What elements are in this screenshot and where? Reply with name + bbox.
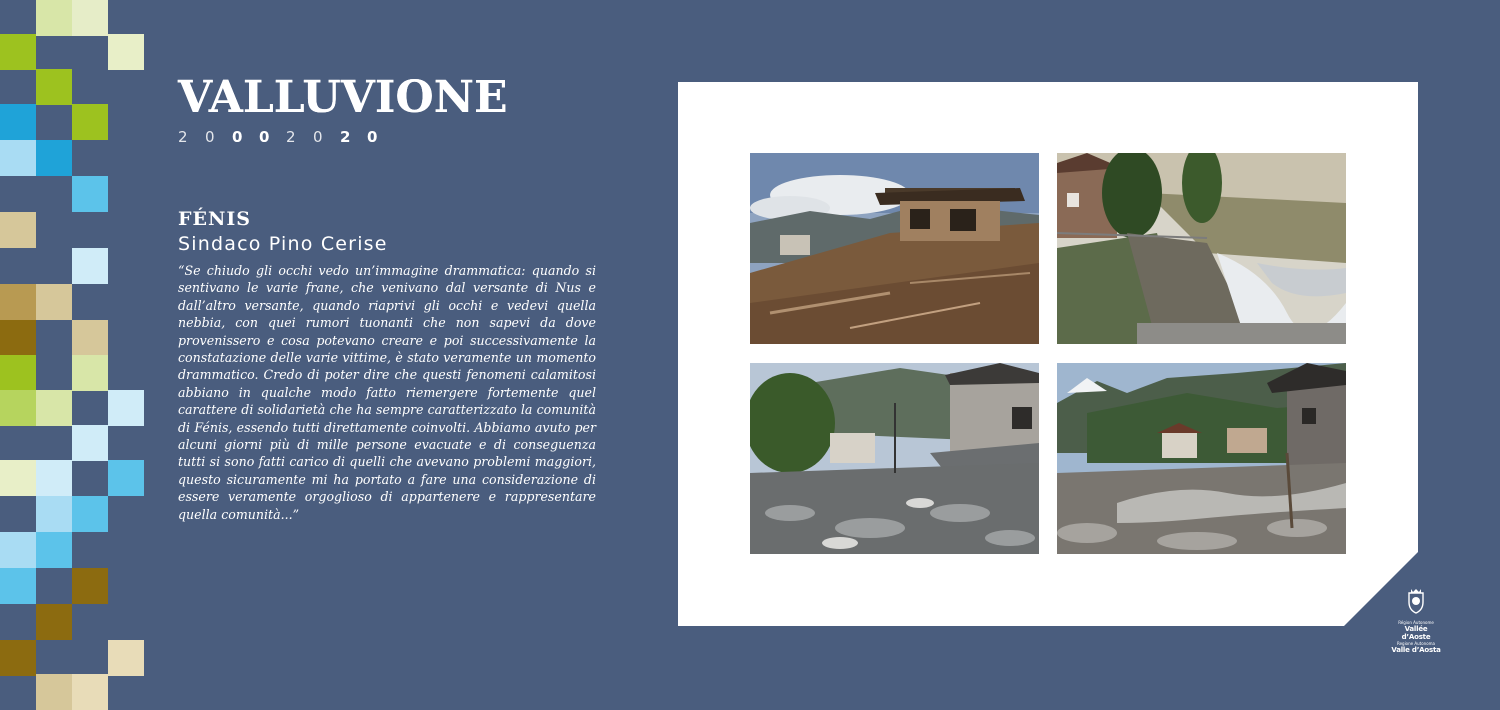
brand-title: VALLUVIONE (178, 72, 508, 123)
photo-panel (678, 82, 1418, 626)
year-digit: 2 (340, 128, 351, 146)
place-name: FÉNIS (178, 208, 251, 230)
logo-line-2: Vallée d’Aoste (1401, 625, 1431, 641)
mayor-name: Sindaco Pino Cerise (178, 233, 388, 255)
year-digit: 2 (286, 128, 296, 146)
brand-years (178, 128, 508, 146)
year-digit: 2 (178, 128, 188, 146)
region-logo (1390, 588, 1442, 654)
photo-river-road (1057, 153, 1346, 344)
year-digit: 0 (205, 128, 215, 146)
year-digit: 0 (313, 128, 323, 146)
logo-line-4: Valle d’Aosta (1391, 646, 1441, 654)
testimony-quote: “Se chiudo gli occhi vedo un’immagine drammatica: quando si sentivano le varie frane, che venivano dal versante di Nus e dall’altro versante, quando riaprivi gli occhi e vedevi quella nebbia, con quei rumori tuonanti che non sapevi da dove provenissero e cosa potevano creare e poi successivamente la constatazione delle varie vittime, è stato veramente un momento drammatico. Credo di poter dire che questi fenomeni calamitosi abbiano in qualche modo fatto riemergere fortemente quel carattere di solidarietà che ha sempre caratterizzato la comunità di Fénis, essendo tutti direttamente coinvolti. Abbiamo avuto per alcuni giorni più di mille persone evacuate e di conseguenza tutti si sono fatti carico di quelli che avevano problemi maggiori, questo sicuramente mi ha portato a fare una considerazione di essere veramente orgoglioso di appartenere e rappresentare quella comunità...” (178, 263, 596, 522)
logo-line-1: Région Autonome (1398, 620, 1434, 625)
shield-icon (1406, 588, 1426, 614)
brand-block (178, 74, 508, 146)
year-digit: 0 (232, 128, 243, 146)
logo-line-3: Regione Autonoma (1396, 641, 1436, 646)
decorative-mosaic (0, 0, 144, 708)
photo-village-debris (750, 363, 1039, 554)
year-digit: 0 (367, 128, 378, 146)
year-digit: 0 (259, 128, 270, 146)
photo-destroyed-house (750, 153, 1039, 344)
photo-valley-stone-house (1057, 363, 1346, 554)
